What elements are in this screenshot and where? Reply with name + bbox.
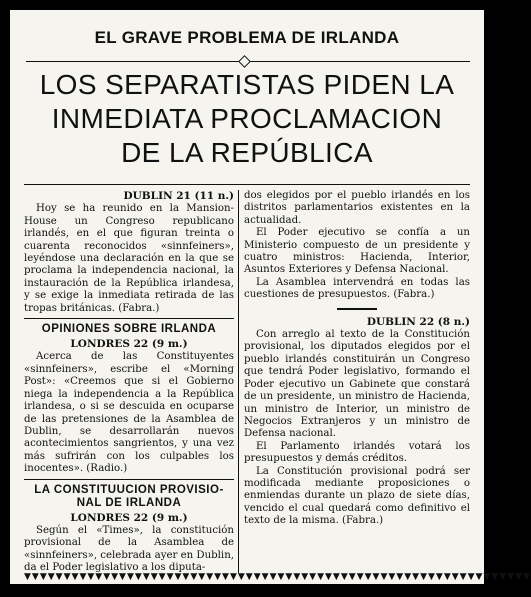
left-column [24,190,234,575]
article-paragraph: El Poder ejecutivo se confía a un Ministerio compuesto de un presidente y cuatro ministros: Hacienda, Interior, Asuntos Exteriores y Defensa Nacional. [244,227,470,276]
short-rule [337,308,377,310]
article-paragraph: Según el «Times», la constitución provisional de la Asamblea de «sinnfeiners», celebrada ayer en Dublin, da el Poder legislativo a los diputa- [24,524,234,574]
section-kicker: EL GRAVE PROBLEMA DE IRLANDA [94,28,400,47]
bottom-ornament-rule: ▼▼▼▼▼▼▼▼▼▼▼▼▼▼▼▼▼▼▼▼▼▼▼▼▼▼▼▼▼▼▼▼▼▼▼▼▼▼▼▼▼▼▼▼▼▼▼▼▼▼▼▼▼▼▼▼▼▼▼▼▼▼▼▼ [24,572,531,582]
headline-line-1: LOS SEPARATISTAS PIDEN LA [39,69,455,100]
article-paragraph: La Asamblea intervendrá en todas las cuestiones de presupuestos. (Fabra.) [244,276,470,301]
newspaper-clipping [10,10,531,584]
ornamental-rule [26,57,470,67]
headline [10,68,484,170]
dateline-londres-22: LONDRES 22 (9 m.) [70,338,188,351]
section-rule [24,318,234,319]
diamond-ornament [238,55,251,68]
article-paragraph: Acerca de las Constituyentes «sinnfeiners», escribe el «Morning Post»: «Creemos que si el Gobierno niega la independencia a la República irlandesa, o si se descuida en ocuparse de las pretensiones de la Asamblea de Dublin, se desarrollarán nuevos acontecimientos sangrientos, y una vez más sufrirán con los culpables los inocentes». (Radio.) [24,351,234,475]
dateline-londres-22: LONDRES 22 (9 m.) [70,511,188,524]
subhead-line: NAL DE IRLANDA [76,496,182,509]
headline-line-2: INMEDIATA PROCLAMACION [51,103,443,134]
article-paragraph: Con arreglo al texto de la Constitución provisional, los diputados elegidos por el pueblo irlandés constituirán un Congreso que tendrá Poder legislativo, formando el Poder ejecutivo un Gabinete que constará de un presidente, un ministro de Hacienda, un ministro de Interior, un ministro de Negocios Extranjeros y un ministro de Defensa nacional. [244,329,470,440]
headline-rule [24,184,470,185]
article-paragraph: Hoy se ha reunido en la Mansion-House un Congreso republicano irlandés, en el que figuran treinta o cuarenta reconocidos «sinnfeiners», leyéndose una declaración en la que se proclama la independencia nacional, la instauración de la República irlandesa, y se exige la inmediata retirada de las tropas británicas. (Fabra.) [24,203,234,314]
article-paragraph: dos elegidos por el pueblo irlandés en los distritos parlamentarios existentes en la actualidad. [244,190,470,226]
subhead-constitucion [24,484,234,510]
right-column [244,190,470,528]
dateline-dublin-21: DUBLIN 21 (11 n.) [123,190,234,202]
subhead-opiniones: OPINIONES SOBRE IRLANDA [41,323,217,336]
article-paragraph: El Parlamento irlandés votará los presupuestos y demás créditos. [244,440,470,465]
article-paragraph: La Constitución provisional podrá ser modificada mediante proposiciones o enmiendas durante un plazo de siete días, vencido el cual quedará como definitivo el texto de la misma. (Fabra.) [244,465,470,527]
section-rule [24,479,234,480]
subhead-line: LA CONSTITUUCION PROVISIO- [34,483,224,496]
headline-line-3: DE LA REPÚBLICA [121,137,373,168]
dateline-dublin-22: DUBLIN 22 (8 n.) [366,315,470,328]
column-divider [238,190,239,573]
